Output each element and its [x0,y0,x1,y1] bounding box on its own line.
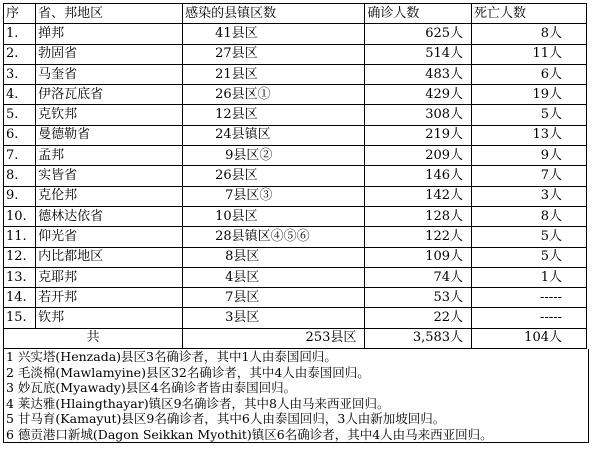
row-counties-text: 9县区② [225,147,273,163]
row-counties-text: 3县区 [225,310,260,326]
row-deaths: 5人 [472,227,587,247]
row-counties [183,267,365,287]
table-row [4,247,587,267]
row-region: 实皆省 [36,166,183,186]
header-index: 序 [4,4,36,24]
row-region: 伊洛瓦底省 [36,85,183,105]
row-deaths: 9人 [472,146,587,166]
table-row [4,166,587,186]
table-row [4,267,587,287]
row-counties [183,206,365,226]
row-index: 14. [4,288,36,308]
row-confirmed: 625人 [365,24,472,44]
row-index: 2. [4,44,36,64]
table-row [4,85,587,105]
row-index: 13. [4,267,36,287]
row-deaths: 6人 [472,64,587,84]
covid-region-table-container [3,3,587,443]
table-row [4,186,587,206]
row-region: 克耶邦 [36,267,183,287]
row-counties-text: 27县区 [215,46,258,62]
row-deaths: 19人 [472,85,587,105]
row-index: 9. [4,186,36,206]
row-region: 内比都地区 [36,247,183,267]
row-region: 曼德勒省 [36,125,183,145]
row-deaths: 8人 [472,206,587,226]
row-counties-text: 8县区 [225,249,260,265]
table-row [4,105,587,125]
header-counties: 感染的县镇区数 [183,4,365,24]
row-counties-text: 28县镇区④⑤⑥ [215,228,310,244]
row-region: 掸邦 [36,24,183,44]
row-index: 5. [4,105,36,125]
row-deaths: 8人 [472,24,587,44]
row-counties [183,44,365,64]
row-counties-text: 7县区 [225,289,260,305]
row-counties [183,308,365,328]
row-region: 孟邦 [36,146,183,166]
row-counties-text: 41县区 [215,25,258,41]
total-deaths: 104人 [472,328,587,348]
table-row [4,24,587,44]
row-counties-text: 26县区① [215,86,271,102]
row-index: 12. [4,247,36,267]
header-region: 省、邦地区 [36,4,183,24]
header-confirmed: 确诊人数 [365,4,472,24]
row-counties-text: 10县区 [215,208,258,224]
row-index: 15. [4,308,36,328]
row-region: 钦邦 [36,308,183,328]
row-counties [183,186,365,206]
table-row [4,308,587,328]
covid-region-table [3,3,587,349]
table-row [4,125,587,145]
row-confirmed: 483人 [365,64,472,84]
row-confirmed: 209人 [365,146,472,166]
total-counties: 253县区 [183,328,365,348]
row-deaths: 3人 [472,186,587,206]
row-counties [183,85,365,105]
row-deaths: 5人 [472,105,587,125]
row-counties-text: 26县区 [215,168,258,184]
row-counties [183,125,365,145]
table-header-row [4,4,587,24]
row-region: 克钦邦 [36,105,183,125]
row-confirmed: 53人 [365,288,472,308]
row-region: 若开邦 [36,288,183,308]
row-confirmed: 308人 [365,105,472,125]
row-counties [183,288,365,308]
table-row [4,146,587,166]
row-deaths: 11人 [472,44,587,64]
row-counties [183,227,365,247]
row-index: 6. [4,125,36,145]
row-counties [183,105,365,125]
row-confirmed: 142人 [365,186,472,206]
header-deaths: 死亡人数 [472,4,587,24]
row-counties-text: 4县区 [225,269,260,285]
row-index: 7. [4,146,36,166]
row-counties [183,24,365,44]
row-region: 克伦邦 [36,186,183,206]
footnote-line: 3 妙瓦底(Myawady)县区4名确诊者皆由泰国回归。 [6,380,297,396]
footnote-line: 5 甘马育(Kamayut)县区9名确诊者，其中6人由泰国回归，3人由新加坡回归。 [6,411,446,427]
row-index: 10. [4,206,36,226]
row-counties [183,64,365,84]
row-index: 3. [4,64,36,84]
row-index: 4. [4,85,36,105]
row-region: 德林达依省 [36,206,183,226]
row-region: 仰光省 [36,227,183,247]
row-region: 马奎省 [36,64,183,84]
row-confirmed: 128人 [365,206,472,226]
total-confirmed: 3,583人 [365,328,472,348]
row-counties-text: 24县镇区 [215,127,271,143]
row-deaths: ----- [472,308,587,328]
footnotes [3,349,589,443]
row-deaths: 5人 [472,247,587,267]
row-counties [183,247,365,267]
row-index: 8. [4,166,36,186]
row-confirmed: 109人 [365,247,472,267]
row-counties [183,146,365,166]
row-counties-text: 7县区③ [225,188,273,204]
total-label: 共 [4,328,183,348]
row-counties [183,166,365,186]
row-counties-text: 21县区 [215,66,258,82]
footnote-line: 1 兴实塔(Henzada)县区3名确诊者，其中1人由泰国回归。 [6,349,337,365]
table-row [4,206,587,226]
row-confirmed: 514人 [365,44,472,64]
table-row [4,64,587,84]
row-region: 勃固省 [36,44,183,64]
row-deaths: 1人 [472,267,587,287]
row-confirmed: 146人 [365,166,472,186]
table-row [4,288,587,308]
footnote-line: 2 毛淡棉(Mawlamyine)县区32名确诊者，其中4人由泰国回归。 [6,364,370,380]
row-confirmed: 429人 [365,85,472,105]
row-deaths: 13人 [472,125,587,145]
row-confirmed: 122人 [365,227,472,247]
table-row [4,44,587,64]
row-confirmed: 22人 [365,308,472,328]
footnote-line: 6 德贡港口新城(Dagon Seikkan Myothit)镇区6名确诊者，其中4人由马来西亚回归。 [6,426,493,442]
row-deaths: 7人 [472,166,587,186]
row-counties-text: 12县区 [215,107,258,123]
table-total-row [4,328,587,348]
row-index: 1. [4,24,36,44]
row-index: 11. [4,227,36,247]
row-deaths: ----- [472,288,587,308]
footnote-line: 4 莱达雅(Hlaingthayar)镇区9名确诊者，其中8人由马来西亚回归。 [6,395,390,411]
row-confirmed: 219人 [365,125,472,145]
row-confirmed: 74人 [365,267,472,287]
table-row [4,227,587,247]
